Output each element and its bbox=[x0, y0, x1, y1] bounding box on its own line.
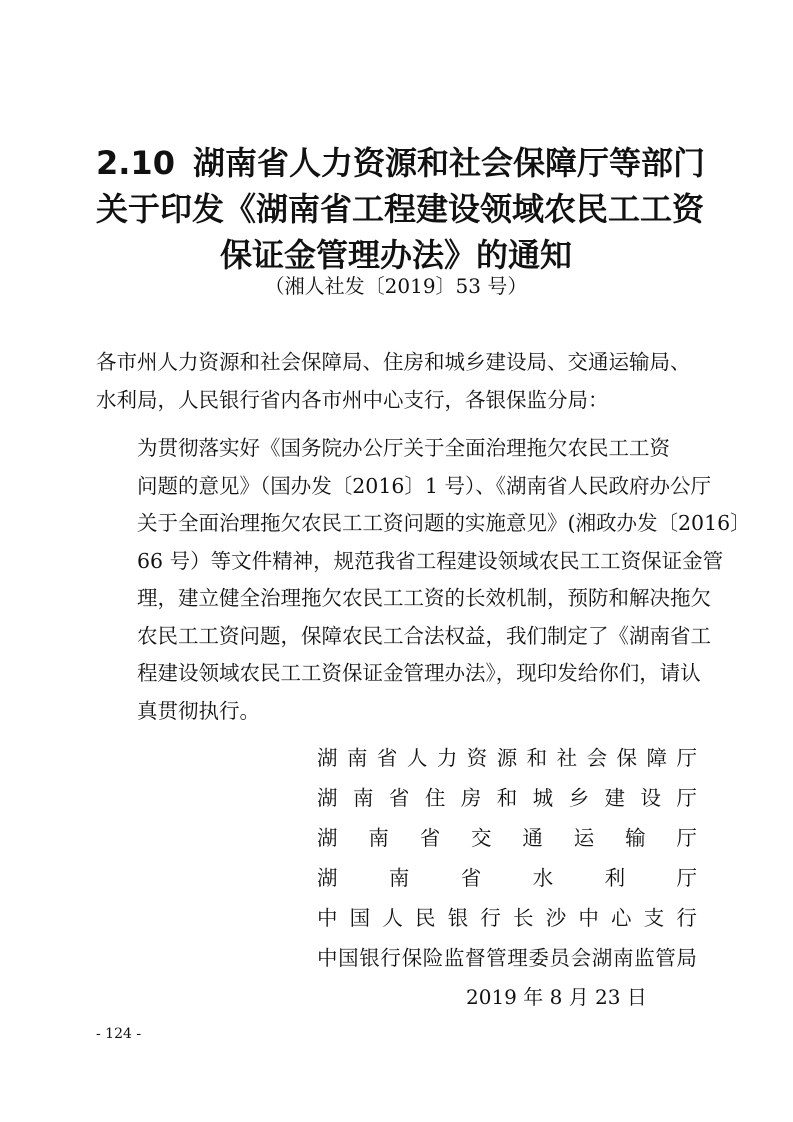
signatory: 湖 南 省 住 房 和 城 乡 建 设 厅 bbox=[317, 786, 697, 810]
salutation-line: 水利局，人民银行省内各市州中心支行，各银保监分局： bbox=[96, 387, 609, 412]
body-line: 农民工工资问题，保障农民工合法权益，我们制定了《湖南省工 bbox=[137, 623, 711, 648]
section-number: 2.10 bbox=[96, 144, 175, 182]
salutation-line: 各市州人力资源和社会保障局、住房和城乡建设局、交通运输局、 bbox=[96, 350, 691, 374]
title-line-3: 保证金管理办法》的通知 bbox=[219, 236, 572, 274]
body-line: 真贯彻执行。 bbox=[137, 698, 260, 723]
salutation bbox=[96, 344, 700, 419]
signatory: 中 国 人 民 银 行 长 沙 中 心 支 行 bbox=[317, 906, 697, 930]
signatory: 湖 南 省 人 力 资 源 和 社 会 保 障 厅 bbox=[317, 746, 697, 770]
signatory: 湖 南 省 交 通 运 输 厅 bbox=[317, 826, 697, 850]
title-line-2: 关于印发《湖南省工程建设领域农民工工资 bbox=[96, 190, 705, 228]
body-line: 问题的意见》（国办发〔2016〕1 号）、《湖南省人民政府办公厅 bbox=[137, 473, 711, 498]
signatory-list bbox=[317, 738, 697, 978]
page-number: - 124 - bbox=[96, 1026, 142, 1042]
body-line: 理，建立健全治理拖欠农民工工资的长效机制，预防和解决拖欠 bbox=[137, 586, 711, 610]
body-line: 程建设领域农民工工资保证金管理办法》，现印发给你们，请认 bbox=[137, 661, 701, 685]
signatory: 湖 南 省 水 利 厅 bbox=[317, 866, 697, 890]
body-paragraph bbox=[96, 430, 751, 730]
body-line: 关于全面治理拖欠农民工工资问题的实施意见》(湘政办发〔2016〕 bbox=[137, 511, 751, 535]
issue-date: 2019 年 8 月 23 日 bbox=[466, 985, 647, 1009]
title-line-1 bbox=[96, 140, 705, 186]
body-line: 为贯彻落实好《国务院办公厅关于全面治理拖欠农民工工资 bbox=[137, 436, 670, 460]
signatory: 中 国 银 行 保 险 监 督 管 理 委 员 会 湖 南 监 管 局 bbox=[317, 946, 697, 970]
title-text-1: 湖南省人力资源和社会保障厅等部门 bbox=[192, 144, 705, 182]
body-line: 66 号）等文件精神，规范我省工程建设领域农民工工资保证金管 bbox=[137, 548, 724, 573]
document-number: （湘人社发〔2019〕53 号） bbox=[264, 274, 528, 298]
document-title bbox=[96, 140, 705, 278]
